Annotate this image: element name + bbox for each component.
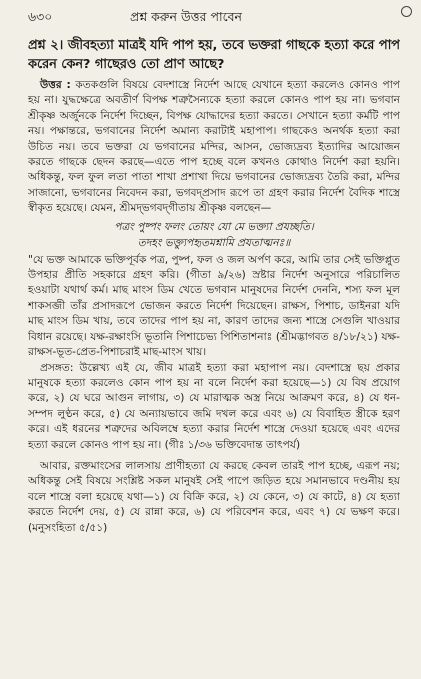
verse-line-2: তদহং ভক্ত্যুপহৃতমশ্নামি প্রযতাত্মনঃ॥ [137, 236, 291, 249]
running-title: প্রশ্ন করুন উত্তর পাবেন [130, 9, 243, 24]
binder-hole-icon [401, 6, 412, 17]
answer-label: উত্তর : [40, 79, 71, 91]
answer-paragraph-2: "যে ভক্ত আমাকে ভক্তিপূর্বক পত্র, পুষ্প, ফল ও জল অর্পণ করে, আমি তার সেই ভক্তিপ্লুত উপহার প্রীতি সহকারে গ্রহণ করি। (গীতা ৯/২৬) স্রষ্টার নির্দেশ অনুসারে পরিচালিত হওয়াটা যথার্থ কর্ম। মাছ মাংস ডিম খেতে ভগবান মানুষদের নির্দেশ দেননি, শস্য ফল মূল শাকসব্জী তাঁর প্রসাদরূপে ভোজন করতে নির্দেশ দিয়েছেন। রাক্ষস, পিশাচ, ডাইনরা যদি মাছ মাংস ডিম খায়, তবে তাদের পাপ হয় না, কারণ তাদের জন্য শাস্ত্রে সেগুলি খাওয়ার বিধান রয়েছে। যক্ষ-রক্ষাংসি ভূতানি পিশাচেভ্য পিশিতাশনাঃ (শ্রীমদ্ভাগবত ৪/১৮/২১) যক্ষ-রাক্ষস-ভূত-প্রেত-পিশাচরাই মাছ-মাংস খায়। [28, 253, 400, 359]
page-number: ৬৩০ [28, 9, 53, 24]
answer-paragraph-1 [28, 78, 400, 217]
answer-text-1: কতকগুলি বিষয়ে বেদশাস্ত্রে নির্দেশ আছে যেখানে হত্যা করলেও কোনও পাপ হয় না। যুদ্ধক্ষেত্রে অবতীর্ণ বিপক্ষ শত্রুসৈন্যকে হত্যা করলে কোনও পাপ হয় না। ভগবান শ্রীকৃষ্ণ অর্জুনকে নির্দেশ দিচ্ছেন, বিপক্ষ যোদ্ধাদের হত্যা করতে। সেখানে হত্যা কর্মটি পাপ নয়। পক্ষান্তরে, ভগবানের নির্দেশ অমান্য করাটাই মহাপাপ। গাছকেও অনর্থক হত্যা করা উচিত নয়। তবে ভক্তরা যে ভগবানের মন্দির, আসন, ভোজ্যদ্রব্য ইত্যাদির আয়োজন করতে গাছকে ছেদন করছে—এতে পাপ হচ্ছে বলে কখনও কোথাও নির্দেশ করা হয়নি। অধিকন্তু, ফল ফুল লতা পাতা শাখা প্রশাখা দিয়ে ভগবানের ভোজ্যদ্রব্য তৈরি করা, মন্দির সাজানো, ভগবানের নিবেদন করা, ভগবদ্প্রসাদ রূপে তা গ্রহণ করার নির্দেশ বৈদিক শাস্ত্রে স্বীকৃত হয়েছে। যেমন, শ্রীমদ্‌ভগবদ্‌গীতায় শ্রীকৃষ্ণ বলছেন— [28, 79, 400, 215]
verse-line-1: পত্রং পুষ্পং ফলং তোয়ং যো মে ভক্ত্যা প্রযচ্ছতি। [114, 220, 314, 233]
answer-paragraph-3: প্রসঙ্গত: উল্লেখ্য এই যে, জীব মাত্রই হত্যা করা মহাপাপ নয়। বেদশাস্ত্রে ছয় প্রকার মানুষকে হত্যা করলেও কোন পাপ হয় না বলে নির্দেশ করা হয়েছে—১) যে বিষ প্রয়োগ করে, ২) যে ঘরে আগুন লাগায়, ৩) যে মারাত্মক অস্ত্র নিয়ে আক্রমণ করে, ৪) যে ধন-সম্পদ লুণ্ঠন করে, ৫) যে অন্যায়ভাবে জমি দখল করে এবং ৬) যে বিবাহিত স্ত্রীকে হরণ করে। এই ধরনের শত্রুদের অবিলম্বে হত্যা করার নির্দেশ শাস্ত্রে দেওয়া হয়েছে এবং এদের হত্যা করলে কোনও পাপ হয় না। (গীঃ ১/৩৬ ভক্তিবেদান্ত তাৎপর্য) [28, 361, 400, 451]
page-content [28, 36, 400, 672]
question-heading: প্রশ্ন ২। জীবহত্যা মাত্রই যদি পাপ হয়, তবে ভক্তরা গাছকে হত্যা করে পাপ করেন কেন? গাছেরও তো প্রাণ আছে? [28, 38, 400, 72]
answer-paragraph-4: আবার, রক্তমাংসের লালসায় প্রাণীহত্যা যে করছে কেবল তারই পাপ হচ্ছে, এরূপ নয়; অধিকন্তু সেই বিষয়ে সংশ্লিষ্ট সকল মানুষই সেই পাপে জড়িত হয়ে সমানভাবে দণ্ডনীয় হয় বলে শাস্ত্রে বলা হয়েছে যথা—১) যে বিক্রি করে, ২) যে কেনে, ৩) যে কাটে, ৪) যে হত্যা করতে নির্দেশ দেয়, ৫) যে রান্না করে, ৬) যে পরিবেশন করে, এবং ৭) যে ভক্ষণ করে। (মনুসংহিতা ৫/৫১) [28, 459, 400, 534]
page-header [0, 0, 421, 30]
verse-block [28, 219, 400, 251]
